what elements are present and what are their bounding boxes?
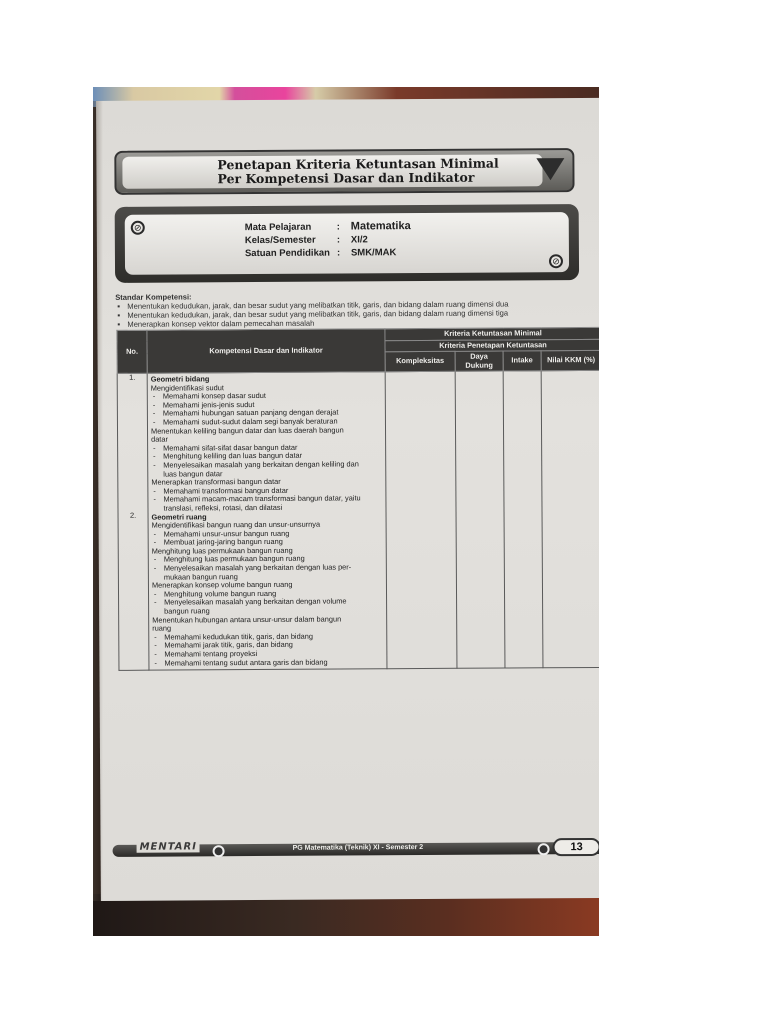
indicator-text: - Memahami hubungan satuan panjang dengan derajat	[151, 409, 382, 419]
standar-kompetensi-list	[115, 299, 585, 329]
header-kpk: Kriteria Penetapan Ketuntasan	[385, 339, 599, 352]
cell-daya-dukung	[455, 371, 505, 668]
row-number-spacer	[119, 537, 148, 546]
photo-frame	[93, 87, 599, 936]
kd-text: datar	[151, 434, 168, 444]
table-body	[117, 370, 599, 670]
indicator-text: bangun ruang	[164, 606, 210, 616]
title-line-1: Penetapan Kriteria Ketuntasan Minimal	[217, 155, 499, 173]
brand-logo: MENTARI	[137, 841, 200, 852]
row-number-spacer	[118, 460, 147, 469]
indicator-text: luas bangun datar	[163, 468, 223, 479]
row-number-spacer	[118, 468, 147, 477]
info-row-kelas-semester	[245, 234, 368, 246]
standar-kompetensi	[115, 290, 585, 329]
list-item: ▪ Menerapkan konsep vektor dalam pemecahan masalah	[115, 317, 585, 329]
header-kkm: Kriteria Ketuntasan Minimal	[385, 327, 599, 340]
row-number-spacer	[119, 546, 148, 555]
info-row-mata-pelajaran	[245, 220, 411, 233]
cell-intake	[503, 371, 543, 668]
row-number-spacer	[118, 425, 147, 434]
indicator-text: - Memahami sifat-sifat dasar bangun datar	[151, 443, 382, 453]
indicator-text: - Memahami tentang sudut antara garis dan bidang	[152, 658, 383, 668]
row-number-spacer	[118, 417, 147, 426]
row-number-spacer	[118, 485, 147, 494]
info-colon: :	[336, 221, 340, 233]
row-number-spacer	[119, 606, 148, 615]
info-label: Mata Pelajaran	[244, 221, 312, 234]
row-number: 2.	[129, 510, 137, 520]
row-number-spacer	[119, 623, 148, 632]
indicator-text: - Memahami jenis-jenis sudut	[151, 400, 382, 410]
info-panel-inner	[125, 212, 569, 275]
kd-text: ruang	[152, 623, 172, 633]
kd-text: Menghitung luas permukaan bangun ruang	[151, 545, 293, 556]
indicator-text: - Menghitung volume bangun ruang	[152, 589, 383, 599]
kd-text: Menentukan keliling bangun datar dan luas daerah bangun	[150, 425, 344, 436]
header-kd: Kompetensi Dasar dan Indikator	[147, 329, 385, 373]
row-number-spacer	[118, 442, 147, 451]
title-banner	[114, 148, 574, 195]
row-number-spacer	[119, 632, 148, 641]
row-number-spacer	[119, 580, 148, 589]
footer-dot-icon	[213, 845, 225, 857]
info-colon: :	[336, 247, 341, 259]
indicator-text: - Membuat jaring-jaring bangun ruang	[152, 538, 383, 548]
header-kompleksitas: Kompleksitas	[385, 351, 455, 371]
info-label: Satuan Pendidikan	[244, 247, 330, 260]
row-number: 1.	[129, 372, 136, 382]
indicator-text: translasi, refleksi, rotasi, dan dilatasi	[163, 502, 283, 513]
footer-dot-icon-2	[538, 843, 550, 855]
title-line-2: Per Kompetensi Dasar dan Indikator	[217, 169, 475, 187]
page-shadow	[93, 101, 103, 901]
indicator-text: - Memahami unsur-unsur bangun ruang	[152, 529, 383, 539]
row-number-spacer	[118, 382, 147, 391]
indicator-text: - Menyelesaikan masalah yang berkaitan dengan luas per-	[152, 563, 383, 573]
indicator-text: - Menyelesaikan masalah yang berkaitan dengan keliling dan	[151, 460, 382, 470]
kd-text: Mengidentifikasi bangun ruang dan unsur-unsurnya	[151, 519, 321, 530]
indicator-text: - Menghitung luas permukaan bangun ruang	[152, 555, 383, 565]
row-number-spacer	[118, 391, 147, 400]
section-heading: Geometri bidang	[150, 374, 210, 384]
kkm-table	[116, 327, 599, 671]
row-number-spacer	[118, 477, 147, 486]
row-number-spacer	[118, 451, 147, 460]
standar-kompetensi-title: Standar Kompetensi:	[115, 292, 192, 302]
indicator-text: - Memahami sudut-sudut dalam segi banyak beraturan	[151, 417, 382, 427]
kd-text: Menerapkan konsep volume bangun ruang	[151, 580, 293, 590]
indicator-text: - Memahami kedudukan titik, garis, dan bidang	[152, 632, 383, 642]
row-number-spacer	[119, 640, 148, 649]
row-number-spacer	[119, 571, 148, 580]
kd-text: Mengidentifikasi sudut	[150, 382, 224, 393]
document-page	[96, 98, 599, 901]
indicator-text: - Memahami konsep dasar sudut	[151, 391, 382, 401]
triangle-icon	[536, 158, 564, 180]
info-panel	[115, 204, 579, 283]
indicator-text: - Memahami jarak titik, garis, dan bidang	[152, 641, 383, 651]
indicator-text: mukaan bangun ruang	[163, 571, 238, 582]
cell-nilai-kkm	[541, 370, 599, 668]
section-heading: Geometri ruang	[151, 511, 207, 522]
row-number-spacer	[118, 494, 147, 503]
slash-circle-icon: ⊘	[131, 221, 145, 235]
indicator-text: - Memahami tentang proyeksi	[152, 649, 383, 659]
header-intake: Intake	[503, 351, 541, 371]
info-label: Kelas/Semester	[244, 234, 316, 247]
footer-text: PG Matematika (Teknik) XI - Semester 2	[292, 844, 424, 852]
row-number-spacer	[119, 614, 148, 623]
indicator-text: - Memahami macam-macam transformasi bangun datar, yaitu	[151, 495, 382, 505]
row-number-spacer	[119, 563, 148, 572]
row-number-spacer	[118, 434, 147, 443]
list-item: ▪ Menentukan kedudukan, jarak, dan besar sudut yang melibatkan titik, garis, dan bidang dalam ruang dimensi dua	[115, 299, 585, 311]
row-number-spacer	[119, 657, 148, 666]
table-row	[117, 370, 599, 670]
indicator-text: - Memahami transformasi bangun datar	[151, 486, 382, 496]
row-number-spacer	[119, 528, 148, 537]
kd-text: Menerapkan transformasi bangun datar	[151, 477, 281, 487]
row-number-spacer	[119, 554, 148, 563]
list-item: ▪ Menentukan kedudukan, jarak, dan besar sudut yang melibatkan titik, garis, dan bidang dalam ruang dimensi tiga	[115, 308, 585, 320]
row-number-spacer	[119, 589, 148, 598]
row-number-spacer	[119, 649, 148, 658]
row-number-spacer	[119, 597, 148, 606]
row-number-spacer	[118, 408, 147, 417]
header-no: No.	[117, 330, 147, 373]
cell-kompleksitas	[385, 371, 457, 669]
row-number-spacer	[118, 399, 147, 408]
info-row-satuan-pendidikan	[245, 247, 396, 259]
indicator-text: - Menyelesaikan masalah yang berkaitan dengan volume	[152, 598, 383, 608]
header-nilai-kkm: Nilai KKM (%)	[541, 350, 599, 370]
page-number: 13	[553, 838, 599, 856]
header-daya-dukung: Daya Dukung	[455, 351, 503, 371]
info-value: Matematika	[350, 220, 411, 233]
info-colon: :	[336, 234, 341, 246]
cell-kd	[147, 372, 387, 671]
cell-no	[117, 373, 149, 670]
info-value: SMK/MAK	[350, 247, 397, 259]
info-value: XI/2	[350, 234, 368, 246]
slash-circle-icon-2: ⊘	[549, 254, 563, 268]
title-banner-inner	[122, 154, 542, 189]
kd-text: Menentukan hubungan antara unsur-unsur dalam bangun	[152, 614, 342, 625]
row-number-spacer	[119, 520, 148, 529]
page-footer	[113, 836, 599, 861]
indicator-text: - Menghitung keliling dan luas bangun datar	[151, 452, 382, 462]
